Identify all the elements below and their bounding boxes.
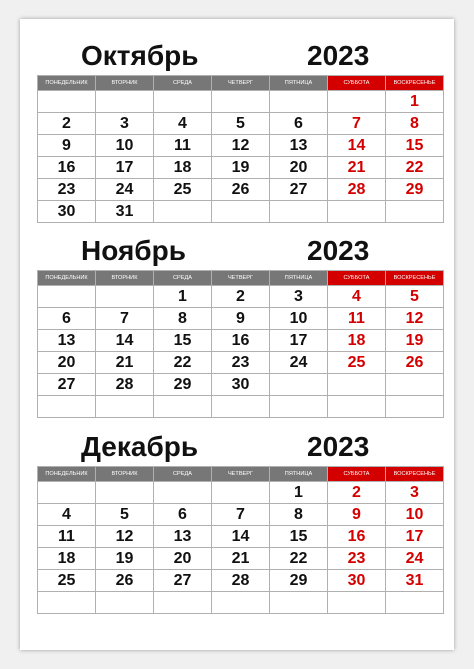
day-cell: 31 xyxy=(386,570,444,592)
weekday-label: ПОНЕДЕЛЬНИК xyxy=(38,271,96,286)
week-row xyxy=(38,570,444,592)
day-cell: 1 xyxy=(154,286,212,308)
day-cell: 22 xyxy=(270,548,328,570)
day-cell: 23 xyxy=(212,352,270,374)
day-cell: 18 xyxy=(38,548,96,570)
day-cell: 11 xyxy=(38,526,96,548)
day-cell xyxy=(328,374,386,396)
weekday-label: СРЕДА xyxy=(154,271,212,286)
day-cell xyxy=(38,396,96,418)
day-cell: 20 xyxy=(270,157,328,179)
day-cell xyxy=(212,396,270,418)
weekday-label: ВОСКРЕСЕНЬЕ xyxy=(386,467,444,482)
day-cell: 28 xyxy=(212,570,270,592)
day-cell xyxy=(270,91,328,113)
day-cell: 10 xyxy=(96,135,154,157)
day-cell: 22 xyxy=(154,352,212,374)
weekday-label: СРЕДА xyxy=(154,76,212,91)
day-cell: 7 xyxy=(212,504,270,526)
weekday-label: ВОСКРЕСЕНЬЕ xyxy=(386,271,444,286)
weekday-label: ВТОРНИК xyxy=(96,76,154,91)
weekday-label: СУББОТА xyxy=(328,467,386,482)
day-cell: 29 xyxy=(386,179,444,201)
week-row xyxy=(38,135,444,157)
day-cell: 28 xyxy=(96,374,154,396)
weekday-label: СРЕДА xyxy=(154,467,212,482)
day-cell: 15 xyxy=(154,330,212,352)
day-cell: 11 xyxy=(328,308,386,330)
day-cell: 24 xyxy=(386,548,444,570)
day-cell: 17 xyxy=(96,157,154,179)
week-row xyxy=(38,374,444,396)
week-row xyxy=(38,113,444,135)
day-cell xyxy=(270,396,328,418)
day-cell: 29 xyxy=(154,374,212,396)
day-cell: 13 xyxy=(154,526,212,548)
day-cell: 6 xyxy=(154,504,212,526)
day-cell xyxy=(154,482,212,504)
day-cell xyxy=(154,592,212,614)
month-name: Ноябрь xyxy=(81,235,186,266)
day-cell: 25 xyxy=(154,179,212,201)
weekday-label: ВТОРНИК xyxy=(96,271,154,286)
day-cell: 3 xyxy=(386,482,444,504)
day-cell xyxy=(328,201,386,223)
weekday-label: ВТОРНИК xyxy=(96,467,154,482)
day-cell: 31 xyxy=(96,201,154,223)
day-cell: 10 xyxy=(386,504,444,526)
weekday-label: ЧЕТВЕРГ xyxy=(212,76,270,91)
day-cell: 5 xyxy=(96,504,154,526)
day-cell xyxy=(38,482,96,504)
day-cell xyxy=(386,201,444,223)
weekday-label: ВОСКРЕСЕНЬЕ xyxy=(386,76,444,91)
day-cell: 5 xyxy=(386,286,444,308)
weekday-label: ПЯТНИЦА xyxy=(270,76,328,91)
weekday-header-row xyxy=(38,467,444,482)
day-cell xyxy=(270,374,328,396)
day-cell: 3 xyxy=(270,286,328,308)
day-cell xyxy=(328,91,386,113)
day-cell xyxy=(270,592,328,614)
month-year: 2023 xyxy=(307,40,370,71)
day-cell: 15 xyxy=(386,135,444,157)
day-cell xyxy=(96,482,154,504)
weekday-label: СУББОТА xyxy=(328,76,386,91)
day-cell xyxy=(386,592,444,614)
day-cell: 23 xyxy=(38,179,96,201)
day-cell: 30 xyxy=(38,201,96,223)
month-grid xyxy=(37,75,444,223)
day-cell: 14 xyxy=(96,330,154,352)
weekday-label: ПЯТНИЦА xyxy=(270,467,328,482)
day-cell xyxy=(386,396,444,418)
day-cell: 17 xyxy=(386,526,444,548)
day-cell xyxy=(96,592,154,614)
month-november xyxy=(37,232,437,418)
day-cell: 23 xyxy=(328,548,386,570)
weekday-header-row xyxy=(38,76,444,91)
day-cell: 12 xyxy=(96,526,154,548)
day-cell: 27 xyxy=(270,179,328,201)
day-cell xyxy=(96,396,154,418)
day-cell: 16 xyxy=(38,157,96,179)
day-cell: 18 xyxy=(328,330,386,352)
week-row xyxy=(38,201,444,223)
day-cell: 6 xyxy=(38,308,96,330)
day-cell: 19 xyxy=(386,330,444,352)
week-row xyxy=(38,352,444,374)
week-row xyxy=(38,504,444,526)
day-cell: 24 xyxy=(270,352,328,374)
day-cell: 21 xyxy=(96,352,154,374)
day-cell: 29 xyxy=(270,570,328,592)
day-cell xyxy=(212,482,270,504)
day-cell: 5 xyxy=(212,113,270,135)
day-cell xyxy=(38,286,96,308)
day-cell: 2 xyxy=(212,286,270,308)
month-year: 2023 xyxy=(307,431,370,462)
day-cell: 30 xyxy=(328,570,386,592)
day-cell: 26 xyxy=(212,179,270,201)
day-cell: 14 xyxy=(328,135,386,157)
day-cell: 4 xyxy=(154,113,212,135)
day-cell: 13 xyxy=(270,135,328,157)
day-cell: 6 xyxy=(270,113,328,135)
day-cell: 9 xyxy=(328,504,386,526)
week-row xyxy=(38,548,444,570)
day-cell: 28 xyxy=(328,179,386,201)
day-cell xyxy=(270,201,328,223)
day-cell: 13 xyxy=(38,330,96,352)
day-cell: 24 xyxy=(96,179,154,201)
day-cell: 22 xyxy=(386,157,444,179)
month-name: Декабрь xyxy=(81,431,199,462)
day-cell: 15 xyxy=(270,526,328,548)
day-cell: 16 xyxy=(212,330,270,352)
day-cell xyxy=(38,592,96,614)
day-cell: 4 xyxy=(38,504,96,526)
day-cell: 3 xyxy=(96,113,154,135)
week-row xyxy=(38,157,444,179)
day-cell xyxy=(328,396,386,418)
day-cell: 9 xyxy=(212,308,270,330)
week-row xyxy=(38,396,444,418)
week-row xyxy=(38,91,444,113)
day-cell: 30 xyxy=(212,374,270,396)
day-cell: 7 xyxy=(96,308,154,330)
day-cell: 25 xyxy=(328,352,386,374)
day-cell xyxy=(154,396,212,418)
month-december xyxy=(37,428,437,614)
day-cell: 19 xyxy=(96,548,154,570)
week-row xyxy=(38,526,444,548)
day-cell: 17 xyxy=(270,330,328,352)
month-header xyxy=(37,37,437,75)
week-row xyxy=(38,482,444,504)
day-cell: 8 xyxy=(270,504,328,526)
week-row xyxy=(38,308,444,330)
day-cell: 26 xyxy=(386,352,444,374)
day-cell: 27 xyxy=(38,374,96,396)
day-cell: 10 xyxy=(270,308,328,330)
month-header xyxy=(37,428,437,466)
day-cell xyxy=(154,91,212,113)
weekday-header-row xyxy=(38,271,444,286)
week-row xyxy=(38,286,444,308)
day-cell: 7 xyxy=(328,113,386,135)
month-year: 2023 xyxy=(307,235,370,266)
week-row xyxy=(38,592,444,614)
weekday-label: СУББОТА xyxy=(328,271,386,286)
day-cell: 16 xyxy=(328,526,386,548)
month-grid xyxy=(37,466,444,614)
day-cell: 12 xyxy=(386,308,444,330)
week-row xyxy=(38,330,444,352)
day-cell xyxy=(96,91,154,113)
day-cell: 20 xyxy=(154,548,212,570)
day-cell: 1 xyxy=(386,91,444,113)
month-header xyxy=(37,232,437,270)
day-cell: 25 xyxy=(38,570,96,592)
day-cell: 9 xyxy=(38,135,96,157)
day-cell: 2 xyxy=(328,482,386,504)
day-cell xyxy=(96,286,154,308)
day-cell xyxy=(212,592,270,614)
day-cell xyxy=(154,201,212,223)
week-row xyxy=(38,179,444,201)
weekday-label: ПОНЕДЕЛЬНИК xyxy=(38,467,96,482)
weekday-label: ЧЕТВЕРГ xyxy=(212,271,270,286)
day-cell: 12 xyxy=(212,135,270,157)
day-cell xyxy=(212,201,270,223)
day-cell xyxy=(38,91,96,113)
month-grid xyxy=(37,270,444,418)
weekday-label: ПОНЕДЕЛЬНИК xyxy=(38,76,96,91)
day-cell: 26 xyxy=(96,570,154,592)
day-cell: 18 xyxy=(154,157,212,179)
day-cell xyxy=(328,592,386,614)
day-cell: 11 xyxy=(154,135,212,157)
day-cell: 4 xyxy=(328,286,386,308)
day-cell: 14 xyxy=(212,526,270,548)
day-cell xyxy=(386,374,444,396)
weekday-label: ПЯТНИЦА xyxy=(270,271,328,286)
weekday-label: ЧЕТВЕРГ xyxy=(212,467,270,482)
day-cell: 27 xyxy=(154,570,212,592)
calendar-page xyxy=(20,19,454,650)
day-cell: 8 xyxy=(386,113,444,135)
day-cell: 19 xyxy=(212,157,270,179)
month-october xyxy=(37,37,437,223)
day-cell: 20 xyxy=(38,352,96,374)
day-cell xyxy=(212,91,270,113)
month-name: Октябрь xyxy=(81,40,199,71)
day-cell: 21 xyxy=(328,157,386,179)
day-cell: 2 xyxy=(38,113,96,135)
day-cell: 21 xyxy=(212,548,270,570)
day-cell: 8 xyxy=(154,308,212,330)
day-cell: 1 xyxy=(270,482,328,504)
